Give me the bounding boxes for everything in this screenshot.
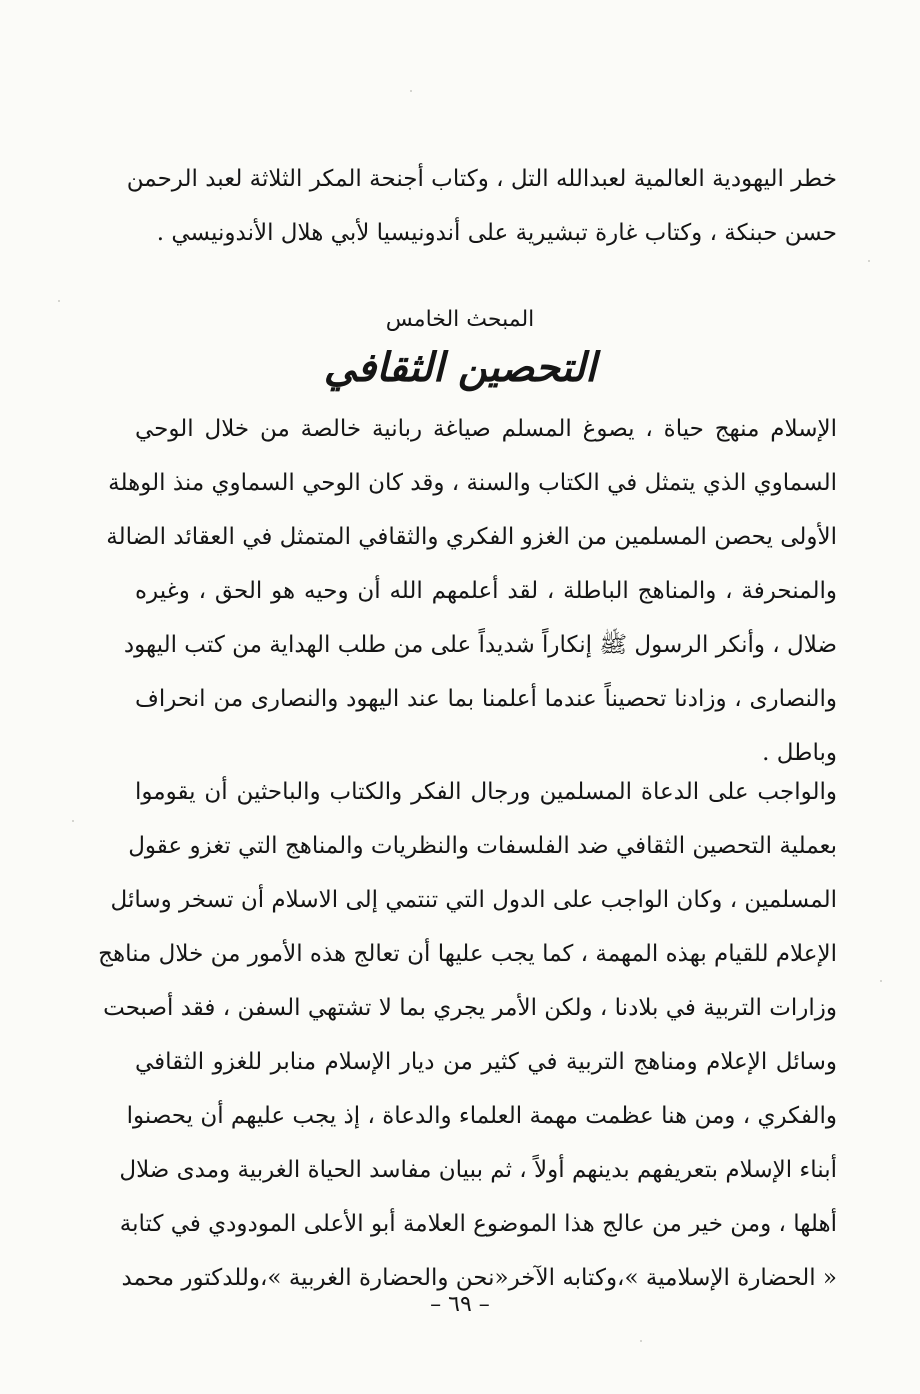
scan-speck	[58, 300, 60, 302]
text-line: المسلمين ، وكان الواجب على الدول التي تنتمي إلى الاسلام أن تسخر وسائل	[110, 887, 837, 913]
scan-speck	[868, 260, 870, 262]
text-line: والمنحرفة ، والمناهج الباطلة ، لقد أعلمهم الله أن وحيه هو الحق ، وغيره	[135, 578, 837, 604]
text-line: والفكري ، ومن هنا عظمت مهمة العلماء والدعاة ، إذ يجب عليهم أن يحصنوا	[126, 1103, 837, 1129]
paragraph-1	[106, 402, 837, 780]
text-line: الإعلام للقيام بهذه المهمة ، كما يجب عليها أن تعالج هذه الأمور من خلال مناهج	[98, 941, 837, 967]
text-line: ضلال ، وأنكر الرسول ﷺ إنكاراً شديداً على من طلب الهداية من كتب اليهود	[123, 632, 837, 658]
text-line: وسائل الإعلام ومناهج التربية في كثير من ديار الإسلام منابر للغزو الثقافي	[135, 1049, 837, 1075]
scan-speck	[640, 1340, 642, 1342]
intro-paragraph	[126, 152, 837, 260]
text-line: الأولى يحصن المسلمين من الغزو الفكري والثقافي المتمثل في العقائد الضالة	[106, 524, 837, 550]
scan-speck	[880, 980, 882, 982]
text-line: والواجب على الدعاة المسلمين ورجال الفكر والكتاب والباحثين أن يقوموا	[135, 779, 837, 805]
text-line: بعملية التحصين الثقافي ضد الفلسفات والنظريات والمناهج التي تغزو عقول	[128, 833, 837, 859]
page-number: – ٦٩ –	[430, 1292, 490, 1317]
text-line: أبناء الإسلام بتعريفهم بدينهم أولاً ، ثم ببيان مفاسد الحياة الغربية ومدى ضلال	[119, 1157, 837, 1183]
text-line: أهلها ، ومن خير من عالج هذا الموضوع العلامة أبو الأعلى المودودي في كتابة	[119, 1211, 837, 1237]
scan-speck	[410, 90, 412, 92]
text-line: الإسلام منهج حياة ، يصوغ المسلم صياغة ربانية خالصة من خلال الوحي	[135, 416, 837, 442]
text-line: والنصارى ، وزادنا تحصيناً عندما أعلمنا بما عند اليهود والنصارى من انحراف	[135, 686, 837, 712]
text-line: خطر اليهودية العالمية لعبدالله التل ، وكتاب أجنحة المكر الثلاثة لعبد الرحمن	[126, 166, 837, 192]
text-line: وباطل .	[762, 740, 837, 766]
text-line: السماوي الذي يتمثل في الكتاب والسنة ، وقد كان الوحي السماوي منذ الوهلة	[108, 470, 837, 496]
paragraph-2	[98, 765, 837, 1305]
text-line: « الحضارة الإسلامية »،وكتابه الآخر«نحن والحضارة الغربية »،وللدكتور محمد	[121, 1265, 837, 1291]
section-title: التحصين الثقافي	[323, 344, 597, 391]
text-line: وزارات التربية في بلادنا ، ولكن الأمر يجري بما لا تشتهي السفن ، فقد أصبحت	[103, 995, 837, 1021]
text-line: حسن حبنكة ، وكتاب غارة تبشيرية على أندونيسيا لأبي هلال الأندونيسي .	[156, 220, 837, 246]
scan-speck	[72, 820, 74, 822]
section-subtitle: المبحث الخامس	[385, 307, 535, 332]
